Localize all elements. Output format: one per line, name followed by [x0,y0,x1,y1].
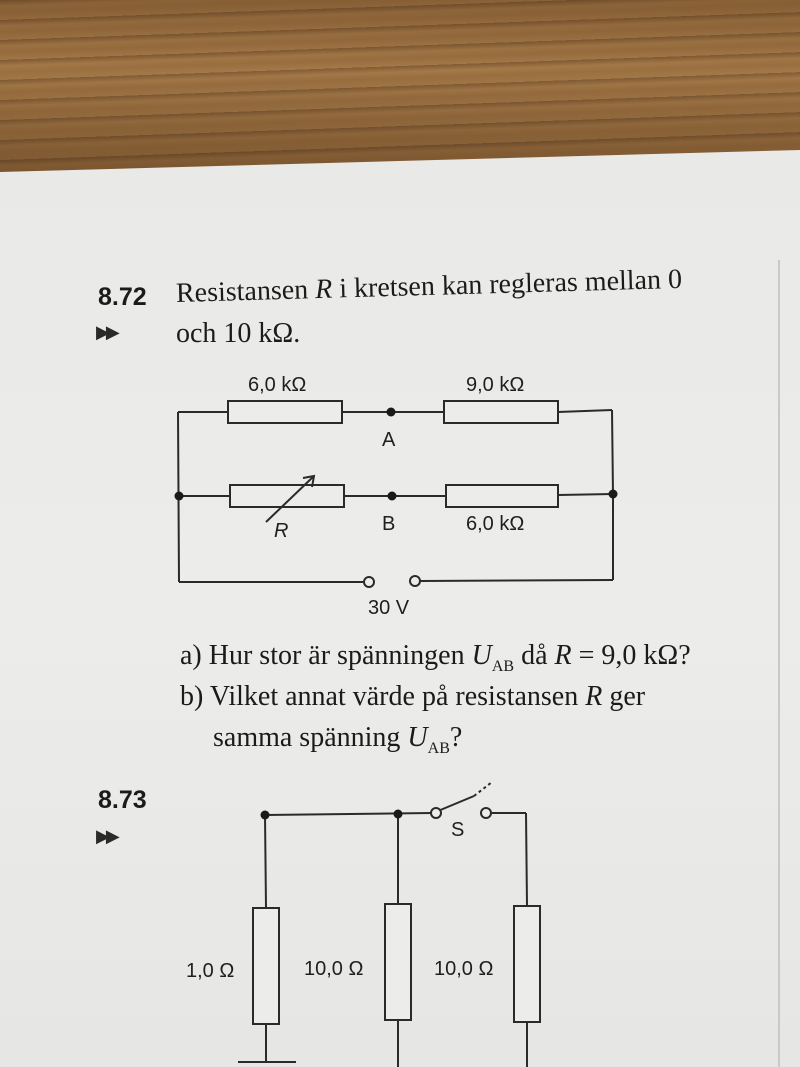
label-node-a: A [382,429,396,451]
label-10ohm-a: 10,0 Ω [304,958,364,980]
switch-contact-left [431,808,441,818]
label-1ohm: 1,0 Ω [186,960,235,982]
question-b-line1: b) Vilket annat värde på resistansen R ger [180,681,646,712]
difficulty-arrows-icon: ▶▶ [96,322,116,343]
label-30v: 30 V [368,597,410,619]
label-node-b: B [382,513,396,535]
problem-872-line1: Resistansen R i kretsen kan regleras mellan 0 [175,263,683,309]
label-6k-top: 6,0 kΩ [248,374,307,396]
label-switch-s: S [451,819,465,841]
resistor-10ohm-b [514,906,540,1022]
problem-number-873: 8.73 [98,786,147,814]
problem-872-line2: och 10 kΩ. [176,318,301,349]
question-a: a) Hur stor är spänningen $U_{AB}$ då R = 9,0 kΩ? [180,640,691,675]
resistor-1ohm [253,908,279,1024]
resistor-10ohm-a [385,904,411,1020]
label-10ohm-b: 10,0 Ω [434,958,494,980]
problem-number-872: 8.72 [98,283,147,311]
label-variable-r: R [274,520,289,542]
junction-873-left [261,811,270,820]
label-6k-mid: 6,0 kΩ [466,513,525,535]
switch-contact-right [481,808,491,818]
question-b-line2: samma spänning $U_{AB}$? [213,722,463,757]
difficulty-arrows-icon-873: ▶▶ [96,826,116,847]
label-9k-top: 9,0 kΩ [466,374,525,396]
junction-873-mid [394,810,403,819]
